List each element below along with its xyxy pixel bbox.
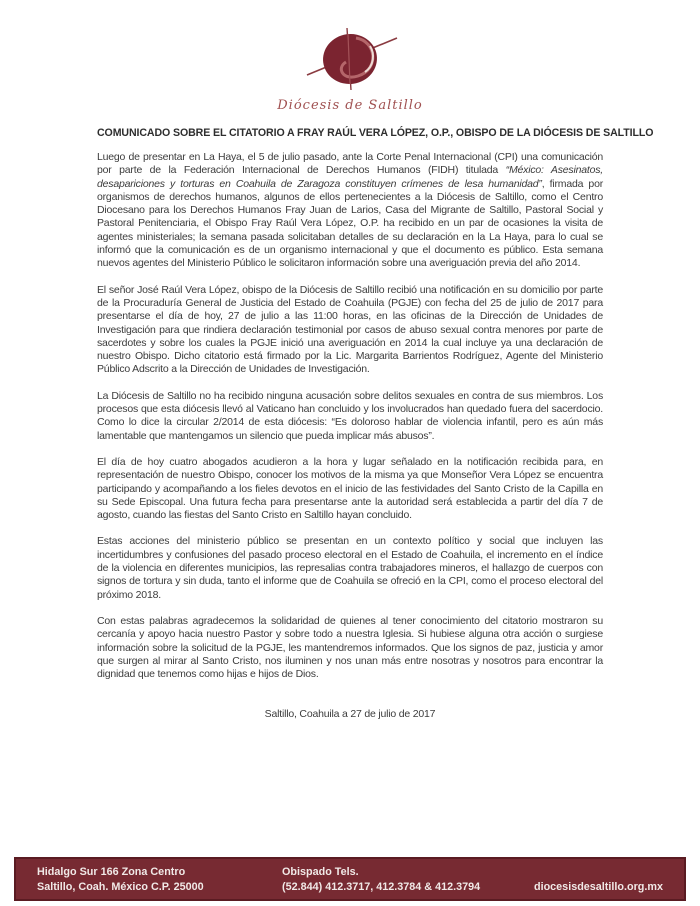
footer-address-line2: Saltillo, Coah. México C.P. 25000 bbox=[37, 881, 204, 893]
paragraph-2: El señor José Raúl Vera López, obispo de la Diócesis de Saltillo recibió una notificación en su domicilio por parte de la Procuraduría General de Justicia del Estado de Coahuila (PGJE) con fecha del 25 de julio de 2017 para presentarse el día de hoy, 27 de julio a las 11:00 horas, en las oficinas de la Dirección de Unidades de Investigación para que rindiera declaración testimonial por casos de abuso sexual contra menores por parte de sacerdotes y sobre los cuales la PGJE inició una averiguación en 2014 la cual incluye ya una declaración de nuestro Obispo. Dicho citatorio está firmado por la Lic. Margarita Barrientos Rodríguez, Agente del Ministerio Público Adscrito a la Dirección de Unidades de Investigación. bbox=[97, 283, 603, 376]
diocese-logo bbox=[0, 26, 700, 113]
paragraph-5: Estas acciones del ministerio público se presentan en un contexto político y social que incluyen las incertidumbres y confusiones del pasado proceso electoral en el Estado de Coahuila, el incremento en el índice de la violencia en diferentes municipios, las represalias contra trabajadores mineros, el hallazgo de cuerpos con signos de tortura y sin duda, tanto el informe que de Coahuila se ofreció en la CPI, como el proceso electoral del próximo 2018. bbox=[97, 535, 603, 601]
footer-phones-label: Obispado Tels. bbox=[282, 866, 359, 878]
paragraph-3: La Diócesis de Saltillo no ha recibido ninguna acusación sobre delitos sexuales en contra de sus miembros. Los procesos que esta diócesis llevó al Vaticano han concluido y los involucrados han quedado fuera del sacerdocio. Como lo dice la circular 2/2014 de esta diócesis: “Es doloroso hablar de violencia infantil, pero es aún más lamentable que mantengamos un silencio que pueda implicar más abusos”. bbox=[97, 389, 603, 442]
footer-website: diocesisdesaltillo.org.mx bbox=[533, 881, 663, 893]
paragraph-4: El día de hoy cuatro abogados acudieron a la hora y lugar señalado en la notificación recibida para, en representación de nuestro Obispo, conocer los motivos de la misma ya que Monseñor Vera López se encuentra participando y acompañando a los fieles devotos en el inicio de las festividades del Santo Cristo de la Capilla en su Sede Episcopal. Una futura fecha para presentarse ante la autoridad será establecida a partir del día 7 de agosto, cuando las fiestas del Santo Cristo en Saltillo hayan concluido. bbox=[97, 455, 603, 522]
communique-body bbox=[97, 127, 654, 721]
dateline: Saltillo, Coahuila a 27 de julio de 2017 bbox=[264, 708, 436, 721]
footer-phones-numbers: (52.844) 412.3717, 412.3784 & 412.3794 bbox=[282, 881, 481, 893]
diocese-emblem-icon bbox=[285, 26, 415, 92]
document-title: COMUNICADO SOBRE EL CITATORIO A FRAY RAÚL VERA LÓPEZ, O.P., OBISPO DE LA DIÓCESIS DE SALTILLO bbox=[97, 127, 654, 139]
footer-phones bbox=[282, 865, 534, 895]
footer-address-line1: Hidalgo Sur 166 Zona Centro bbox=[37, 866, 186, 878]
footer-bar bbox=[14, 857, 686, 901]
paragraph-1-report-title: “México: Asesinatos, desapariciones y torturas en Coahuila de Zaragoza constituyen crímenes de lesa humanidad” bbox=[97, 164, 603, 190]
paragraph-1-text: Luego de presentar en La Haya, el 5 de julio pasado, ante la Corte Penal Internacional (CPI) una comunicación por parte de la Federación Internacional de Derechos Humanos (FIDH) titulada bbox=[97, 151, 603, 177]
diocese-wordmark: Diócesis de Saltillo bbox=[277, 98, 423, 113]
paragraph-1-text-cont: , firmada por organismos de derechos humanos, algunos de ellos pertenecientes a la Diócesis de Saltillo, como el Centro Diocesano para los Derechos Humanos Fray Juan de Larios, Casa del Migrante de Saltillo, Pastoral Social y Pastoral Penitenciaria, el Obispo Fray Raúl Vera López, O.P. ha recibido en un par de ocasiones la visita de agentes ministeriales; la semana pasada solicitaban detalles de su declaración en la La Haya, para lo cual se informó que la comunicación es de un organismo internacional y que el documento es público. Esta semana nuevos agentes del Ministerio Público le solicitaron información sobre una averiguación previa del año 2014. bbox=[97, 177, 604, 270]
paragraph-6: Con estas palabras agradecemos la solidaridad de quienes al tener conocimiento del citatorio mostraron su cercanía y apoyo hacia nuestro Pastor y sobre todo a nuestra Iglesia. Si hubiese alguna otra acción o surgiese información sobre la solicitud de la PGJE, les mantendremos informados. Que los signos de paz, justicia y amor que surgen al mirar al Santo Cristo, nos iluminen y nos unan más entre nosotras y nosotros para encontrar la dignidad que tenemos como hijas e hijos de Dios. bbox=[97, 614, 603, 681]
paragraph-1 bbox=[97, 151, 603, 271]
footer-address bbox=[37, 865, 282, 895]
